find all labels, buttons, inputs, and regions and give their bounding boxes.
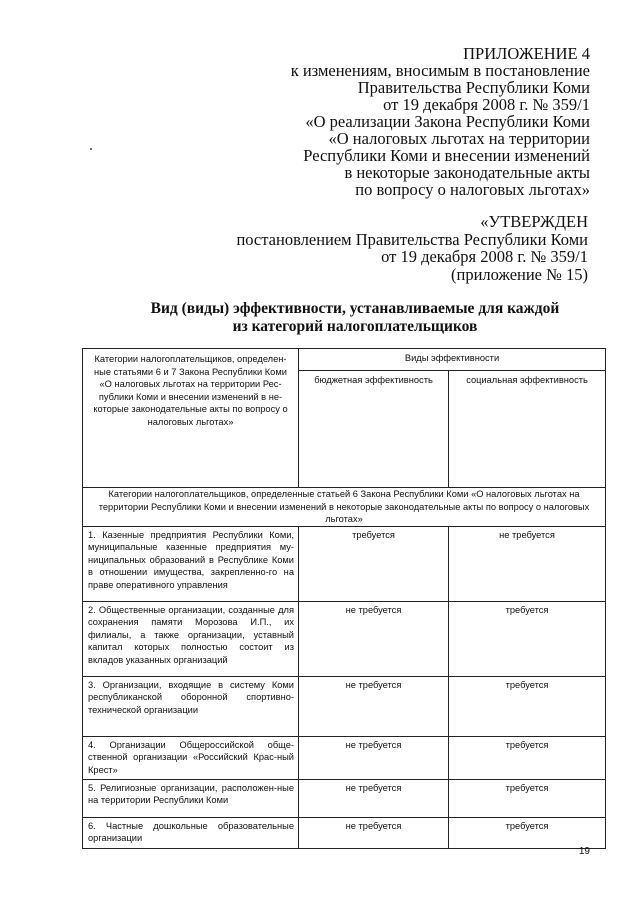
- budget-value-cell: требуется: [299, 526, 449, 601]
- approval-block: [236, 213, 588, 283]
- social-value-cell: требуется: [449, 676, 606, 736]
- budget-value-cell: не требуется: [299, 779, 449, 817]
- efficiency-table: [82, 348, 606, 849]
- document-title-line: Вид (виды) эффективности, устанавливаемые для каждой: [150, 300, 560, 317]
- social-value-cell: не требуется: [449, 526, 606, 601]
- budget-value-cell: не требуется: [299, 676, 449, 736]
- table-row: [83, 526, 606, 601]
- table-header-row: [83, 349, 606, 371]
- budget-value-cell: не требуется: [299, 601, 449, 676]
- page-number: 19: [578, 846, 590, 857]
- approval-line: от 19 декабря 2008 г. № 359/1: [381, 247, 588, 266]
- appendix-header-line: Правительства Республики Коми: [357, 78, 590, 97]
- approval-line: постановлением Правительства Республики Коми: [236, 229, 588, 249]
- category-cell: 2. Общественные организации, созданные для сохранения памяти Морозова И.П., их филиалы, а также организации, уставный капитал которых полностью состоит из вкладов указанных организаций: [83, 601, 299, 676]
- appendix-header-line: в некоторые законодательные акты: [344, 163, 590, 182]
- table-row: [83, 817, 606, 848]
- approval-line: (приложение № 15): [451, 264, 588, 284]
- appendix-header-line: ПРИЛОЖЕНИЕ 4: [463, 44, 590, 63]
- appendix-header-line: к изменениям, вносимым в постановление: [290, 61, 590, 80]
- appendix-header-line: Республики Коми и внесении изменений: [303, 146, 590, 165]
- header-types-cell: Виды эффективности: [299, 349, 606, 371]
- budget-value-cell: не требуется: [299, 817, 449, 848]
- category-cell: 5. Религиозные организации, расположен-ные на территории Республики Коми: [83, 779, 299, 817]
- social-value-cell: требуется: [449, 779, 606, 817]
- section-row: [83, 488, 606, 527]
- social-value-cell: требуется: [449, 736, 606, 779]
- appendix-header-line: от 19 декабря 2008 г. № 359/1: [383, 95, 590, 114]
- category-cell: 4. Организации Общероссийской обще-ственной организации «Российский Крас-ный Крест»: [83, 736, 299, 779]
- appendix-header-line: по вопросу о налоговых льготах»: [355, 180, 590, 199]
- budget-value-cell: не требуется: [299, 736, 449, 779]
- header-budget-cell: бюджетная эффективность: [299, 371, 449, 488]
- approval-line: «УТВЕРЖДЕН: [480, 212, 588, 231]
- social-value-cell: требуется: [449, 601, 606, 676]
- category-cell: 6. Частные дошкольные образовательные организации: [83, 817, 299, 848]
- header-category-cell: Категории налогоплательщиков, определен-ные статьями 6 и 7 Закона Республики Коми «О налоговых льготах на территории Рес-публики Коми и внесении изменений в не-которые законодательные акты по вопросу о налоговых льготах»: [83, 349, 299, 488]
- document-title-line: из категорий налогоплательщиков: [232, 318, 478, 335]
- category-cell: 1. Казенные предприятия Республики Коми, муниципальные казенные предприятия му-ниципальных образований в Республике Коми в отношении имущества, закрепленно-го на праве оперативного управления: [83, 526, 299, 601]
- category-cell: 3. Организации, входящие в систему Коми республиканской оборонной спортивно-технической организации: [83, 676, 299, 736]
- document-title: [100, 300, 610, 336]
- table-row: [83, 676, 606, 736]
- scan-speck: [90, 148, 92, 150]
- social-value-cell: требуется: [449, 817, 606, 848]
- table-row: [83, 779, 606, 817]
- appendix-header-line: «О налоговых льготах на территории: [328, 129, 590, 148]
- section-title-cell: Категории налогоплательщиков, определенные статьей 6 Закона Республики Коми «О налоговых льготах на территории Республики Коми и внесении изменений в некоторые законодательные акты по вопросу о налоговых льготах»: [83, 488, 606, 527]
- appendix-header-line: «О реализации Закона Республики Коми: [305, 112, 590, 131]
- appendix-header: [291, 45, 590, 198]
- header-social-cell: социальная эффективность: [449, 371, 606, 488]
- table-row: [83, 601, 606, 676]
- table-row: [83, 736, 606, 779]
